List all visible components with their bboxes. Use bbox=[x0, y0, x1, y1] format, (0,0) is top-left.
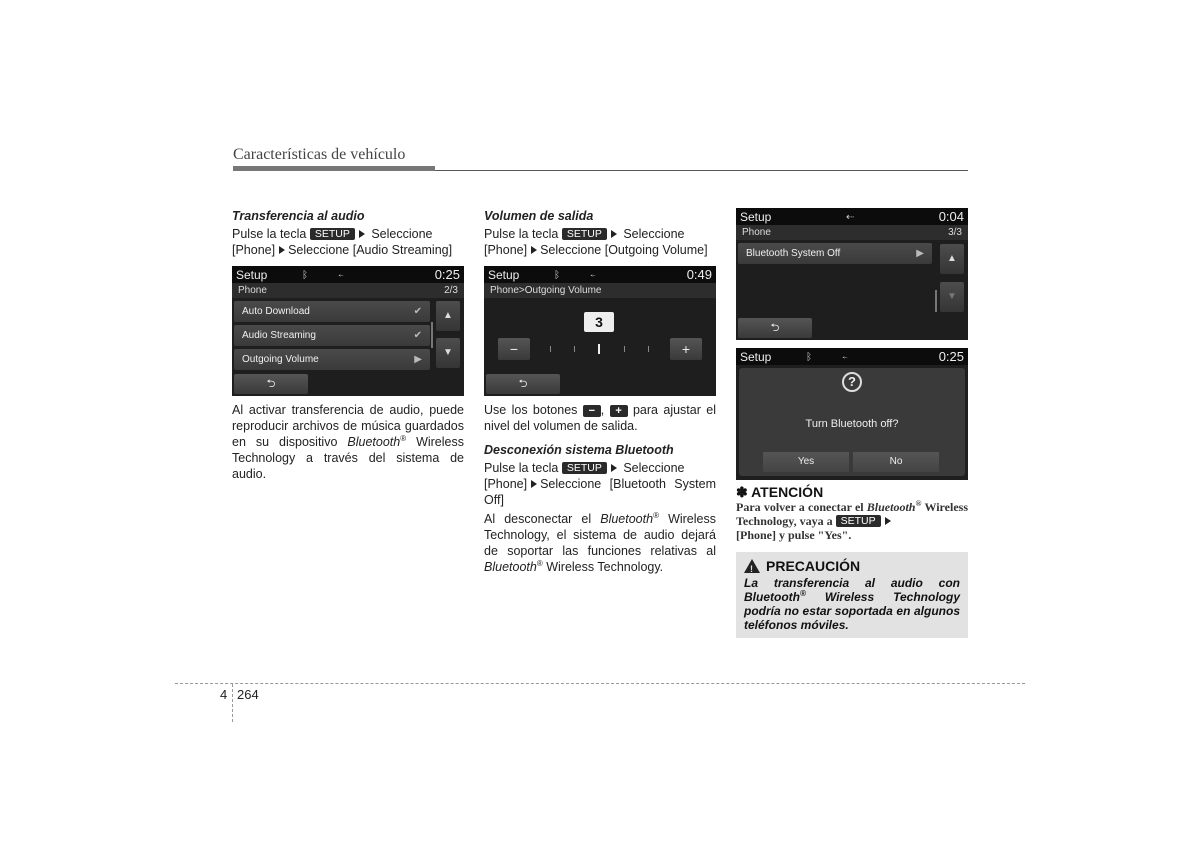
minus-key: − bbox=[583, 405, 601, 417]
warning-triangle-icon bbox=[744, 559, 760, 573]
screen-clock: 0:25 bbox=[434, 267, 460, 282]
instruction-step: Pulse la tecla SETUP Seleccione [Phone] Seleccione [Bluetooth System Off] bbox=[484, 461, 716, 507]
menu-item-outgoing-volume[interactable]: Outgoing Volume ▶ bbox=[234, 349, 430, 370]
scroll-down-button[interactable]: ▼ bbox=[940, 282, 964, 312]
volume-minus-button[interactable]: − bbox=[498, 338, 530, 360]
setup-key: SETUP bbox=[836, 515, 881, 527]
dialog-message: Turn Bluetooth off? bbox=[805, 418, 899, 430]
instruction-step: Pulse la tecla SETUP Seleccione [Phone] Seleccione [Outgoing Volume] bbox=[484, 227, 708, 257]
caution-heading: ! PRECAUCIÓN bbox=[744, 558, 960, 574]
footer-divider bbox=[232, 684, 233, 722]
scroll-down-button[interactable]: ▼ bbox=[436, 338, 460, 368]
screen-bluetooth-system-off bbox=[736, 208, 968, 340]
section-heading: Volumen de salida bbox=[484, 209, 594, 223]
screen-title-bar bbox=[736, 208, 968, 225]
body-text: Use los botones − , + para ajustar el nivel del volumen de salida. bbox=[484, 403, 716, 433]
attention-text: Para volver a conectar el Bluetooth® Wireless Technology, vaya a SETUP [Phone] y pulse "Yes". bbox=[736, 499, 968, 542]
bluetooth-usb-icons: ᛒ⇠ bbox=[302, 270, 374, 281]
plus-key: + bbox=[610, 405, 628, 417]
back-button[interactable]: ⮌ bbox=[234, 374, 308, 394]
setup-key: SETUP bbox=[562, 462, 607, 474]
screen-turn-bluetooth-off-dialog bbox=[736, 348, 968, 480]
body-text: Al desconectar el Bluetooth® Wireless Technology, el sistema de audio dejará de soportar las funciones relativas al Bluetooth® Wireless Technology. bbox=[484, 510, 716, 574]
scroll-up-button[interactable]: ▲ bbox=[436, 301, 460, 331]
instruction-step: Pulse la tecla SETUP Seleccione [Phone] Seleccione [Audio Streaming] bbox=[232, 227, 453, 257]
slider-tick bbox=[574, 346, 575, 352]
arrow-right-icon bbox=[611, 230, 617, 238]
setup-key: SETUP bbox=[310, 228, 355, 240]
arrow-right-icon bbox=[359, 230, 365, 238]
usb-icon: ⇠ bbox=[846, 212, 885, 223]
arrow-right-icon bbox=[611, 464, 617, 472]
caution-box bbox=[736, 552, 968, 638]
chapter-number: 4 bbox=[220, 687, 228, 702]
setup-key: SETUP bbox=[562, 228, 607, 240]
page-number: 264 bbox=[237, 687, 259, 702]
volume-value-box: 3 bbox=[584, 312, 614, 332]
header-accent-bar bbox=[233, 166, 435, 171]
question-icon: ? bbox=[842, 372, 862, 392]
check-icon: ✔ bbox=[413, 306, 422, 317]
menu-item-bluetooth-system-off[interactable]: Bluetooth System Off ▶ bbox=[738, 243, 932, 264]
screen-audio-streaming bbox=[232, 266, 464, 396]
screen-outgoing-volume bbox=[484, 266, 716, 396]
back-button[interactable]: ⮌ bbox=[486, 374, 560, 394]
screen-clock: 0:49 bbox=[686, 267, 712, 282]
column-bluetooth-off bbox=[736, 208, 968, 638]
screen-title: Setup bbox=[740, 209, 772, 224]
volume-plus-button[interactable]: + bbox=[670, 338, 702, 360]
play-arrow-icon: ▶ bbox=[414, 354, 422, 365]
screen-clock: 0:25 bbox=[938, 349, 964, 364]
screen-title: Setup bbox=[740, 349, 772, 364]
play-arrow-icon: ▶ bbox=[916, 248, 924, 259]
screen-title-bar bbox=[484, 266, 716, 283]
column-audio-streaming bbox=[232, 208, 464, 482]
screen-title-bar bbox=[232, 266, 464, 283]
arrow-right-icon bbox=[885, 517, 891, 525]
screen-subtitle: Phone 2/3 bbox=[232, 283, 464, 298]
section-heading: Transferencia al audio bbox=[232, 209, 365, 223]
asterisk-icon: ✽ bbox=[736, 484, 748, 500]
volume-slider-track[interactable] bbox=[544, 344, 656, 354]
screen-title: Setup bbox=[236, 267, 268, 282]
scroll-up-button[interactable]: ▲ bbox=[940, 244, 964, 274]
bluetooth-usb-icons: ᛒ⇠ bbox=[554, 270, 626, 281]
dialog-no-button[interactable]: No bbox=[853, 452, 939, 472]
scrollbar[interactable] bbox=[935, 290, 937, 312]
arrow-right-icon bbox=[531, 480, 537, 488]
screen-subtitle: Phone>Outgoing Volume bbox=[484, 283, 716, 298]
footer-rule bbox=[175, 683, 1025, 684]
dialog-yes-button[interactable]: Yes bbox=[763, 452, 849, 472]
screen-clock: 0:04 bbox=[938, 209, 964, 224]
check-icon: ✔ bbox=[413, 330, 422, 341]
screen-title-bar bbox=[736, 348, 968, 365]
slider-tick bbox=[550, 346, 551, 352]
screen-subtitle: Phone 3/3 bbox=[736, 225, 968, 240]
section-heading: Desconexión sistema Bluetooth bbox=[484, 443, 674, 457]
back-button[interactable]: ⮌ bbox=[738, 318, 812, 338]
bluetooth-usb-icons: ᛒ⇠ bbox=[806, 352, 878, 363]
slider-tick bbox=[648, 346, 649, 352]
column-outgoing-volume bbox=[484, 208, 716, 575]
header-rule bbox=[435, 170, 968, 171]
screen-title: Setup bbox=[488, 267, 520, 282]
slider-thumb[interactable] bbox=[598, 344, 600, 354]
dialog-box bbox=[739, 368, 965, 476]
menu-item-auto-download[interactable]: Auto Download ✔ bbox=[234, 301, 430, 322]
page-header-title: Características de vehículo bbox=[233, 146, 406, 163]
scrollbar[interactable] bbox=[431, 322, 433, 348]
body-text: Al activar transferencia de audio, puede reproducir archivos de música guardados en su dispositivo Bluetooth® Wireless Technology a través del sistema de audio. bbox=[232, 403, 464, 481]
slider-tick bbox=[624, 346, 625, 352]
arrow-right-icon bbox=[279, 246, 285, 254]
attention-heading: ✽ ATENCIÓN bbox=[736, 484, 824, 500]
menu-item-audio-streaming[interactable]: Audio Streaming ✔ bbox=[234, 325, 430, 346]
caution-text: La transferencia al audio con Bluetooth® Wireless Technology podría no estar soportada en algunos teléfonos móviles. bbox=[744, 576, 960, 632]
arrow-right-icon bbox=[531, 246, 537, 254]
